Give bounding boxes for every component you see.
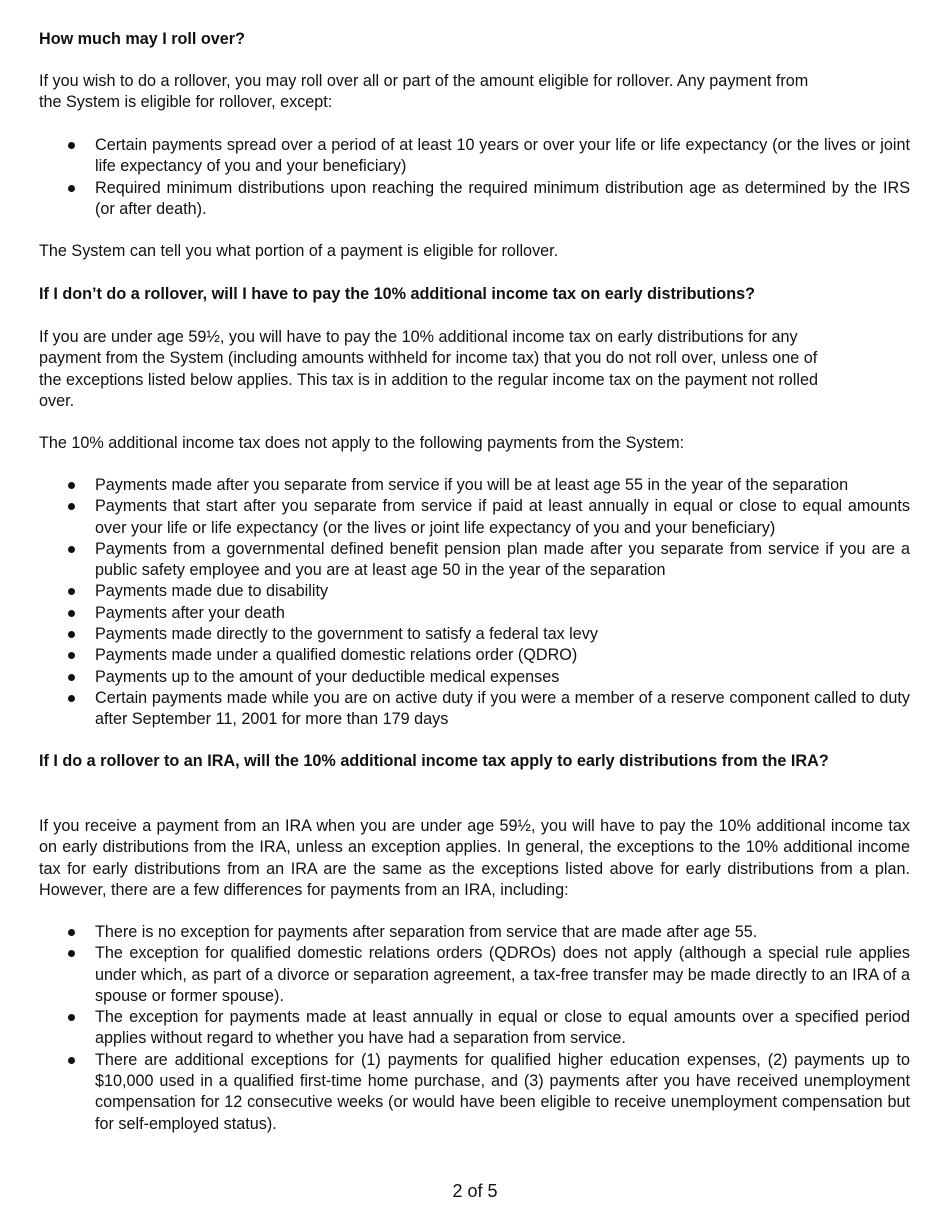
list-item: The exception for qualified domestic relations orders (QDROs) does not apply (although a special rule applies under which, as part of a divorce or separation agreement, a tax-free transfer may be made directly to an IRA of a spouse or former spouse). (39, 943, 910, 1007)
paragraph-under-59-tax: If you are under age 59½, you will have to pay the 10% additional income tax on early distributions for any payment from the System (including amounts withheld for income tax) that you do not roll over, unless one of the exceptions listed below applies. This tax is in addition to the regular income tax on the payment not rolled over. (39, 328, 818, 410)
list-tax-exceptions (39, 475, 910, 731)
list-item: There are additional exceptions for (1) payments for qualified higher education expenses, (2) payments up to $10,000 used in a qualified first-time home purchase, and (3) payments after you have received unemployment compensation for 12 consecutive weeks (or would have been eligible to receive unemployment compensation but for self-employed status). (39, 1050, 910, 1135)
list-item: Payments up to the amount of your deductible medical expenses (39, 667, 910, 688)
list-item: Payments made under a qualified domestic relations order (QDRO) (39, 645, 910, 666)
list-item: Payments after your death (39, 603, 910, 624)
list-item: Certain payments spread over a period of at least 10 years or over your life or life expectancy (or the lives or joint life expectancy of you and your beneficiary) (39, 135, 910, 178)
paragraph-system-portion: The System can tell you what portion of a payment is eligible for rollover. (39, 242, 559, 260)
list-item: Payments made directly to the government to satisfy a federal tax levy (39, 624, 910, 645)
list-item: Payments that start after you separate from service if paid at least annually in equal or close to equal amounts over your life or life expectancy (or the lives or joint life expectancy of you and your beneficiary) (39, 496, 910, 539)
list-item: Payments made after you separate from service if you will be at least age 55 in the year of the separation (39, 475, 910, 496)
list-item: Certain payments made while you are on active duty if you were a member of a reserve component called to duty after September 11, 2001 for more than 179 days (39, 688, 910, 731)
list-ira-differences (39, 922, 910, 1135)
list-item: Payments from a governmental defined benefit pension plan made after you separate from service if you are a public safety employee and you are at least age 50 in the year of the separation (39, 539, 910, 582)
paragraph-rollover-eligibility: If you wish to do a rollover, you may roll over all or part of the amount eligible for rollover. Any payment from the System is eligible for rollover, except: (39, 72, 809, 112)
heading-no-rollover-tax: If I don’t do a rollover, will I have to pay the 10% additional income tax on early distributions? (39, 285, 755, 303)
page-number: 2 of 5 (452, 1181, 498, 1201)
list-item: There is no exception for payments after separation from service that are made after age 55. (39, 922, 910, 943)
list-rollover-exceptions (39, 135, 910, 220)
heading-ira-rollover-tax: If I do a rollover to an IRA, will the 10% additional income tax apply to early distributions from the IRA? (39, 752, 829, 770)
list-item: Required minimum distributions upon reaching the required minimum distribution age as determined by the IRS (or after death). (39, 178, 910, 221)
list-item: The exception for payments made at least annually in equal or close to equal amounts over a specified period applies without regard to whether you have had a separation from service. (39, 1007, 910, 1050)
list-item: Payments made due to disability (39, 581, 910, 602)
paragraph-tax-not-apply: The 10% additional income tax does not apply to the following payments from the System: (39, 434, 685, 452)
paragraph-ira-exceptions: If you receive a payment from an IRA when you are under age 59½, you will have to pay the 10% additional income tax on early distributions from the IRA, unless an exception applies. In general, the exceptions to the 10% additional income tax for early distributions from an IRA are the same as the exceptions listed above for early distributions from a plan. However, there are a few differences for payments from an IRA, including: (39, 817, 910, 899)
heading-roll-over-amount: How much may I roll over? (39, 30, 245, 48)
